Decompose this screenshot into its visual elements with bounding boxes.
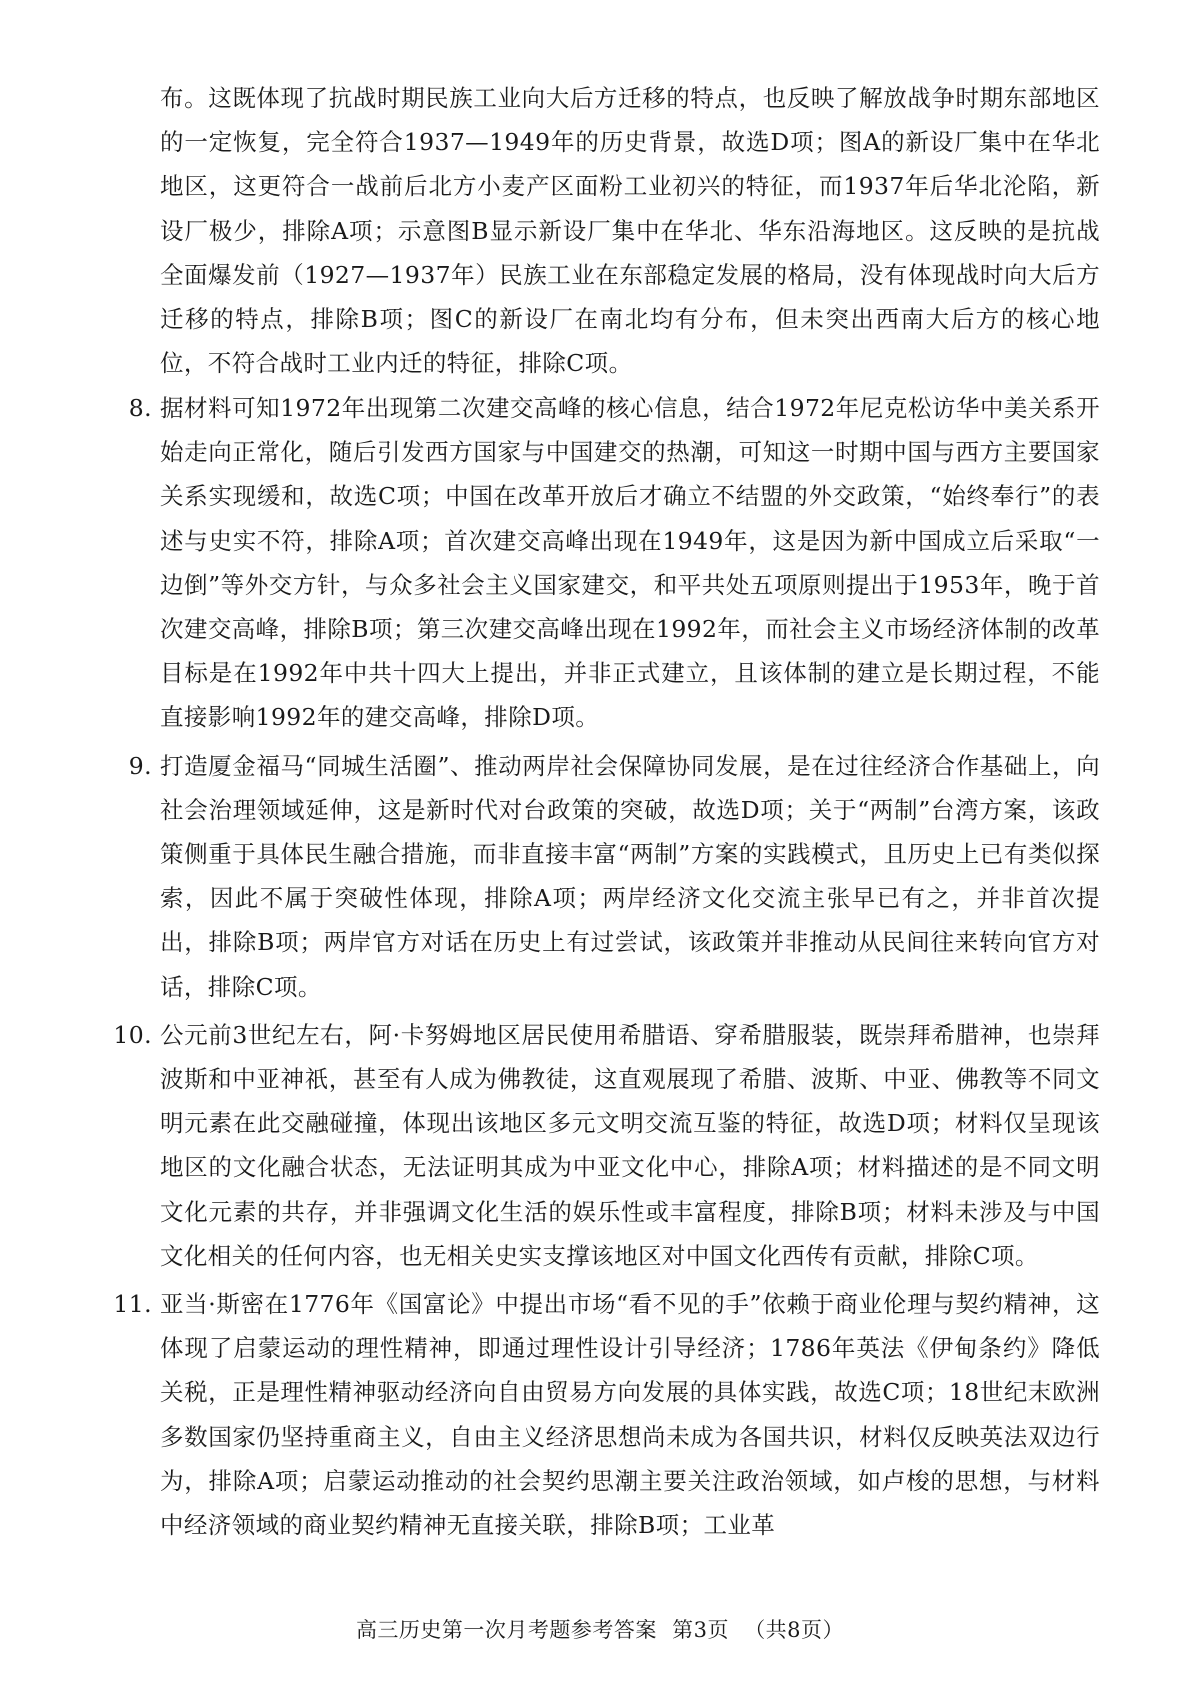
answer-text: 打造厦金福马“同城生活圈”、推动两岸社会保障协同发展，是在过往经济合作基础上，向社会治理领域延伸，这是新时代对台政策的突破，故选D项；关于“两制”台湾方案，该政策侧重于具体民生融合措施，而非直接丰富“两制”方案的实践模式，且历史上已有类似探索，因此不属于突破性体现，排除A项；两岸经济文化交流主张早已有之，并非首次提出，排除B项；两岸官方对话在历史上有过尝试，该政策并非推动从民间往来转向官方对话，排除C项。	[160, 751, 1100, 1001]
footer-title: 高三历史第一次月考题参考答案	[355, 1618, 657, 1642]
answer-number: 11.	[113, 1290, 152, 1319]
continuation-paragraph: 布。这既体现了抗战时期民族工业向大后方迁移的特点，也反映了解放战争时期东部地区的一定恢复，完全符合1937—1949年的历史背景，故选D项；图A的新设厂集中在华北地区，这更符合一战前后北方小麦产区面粉工业初兴的特征，而1937年后华北沦陷，新设厂极少，排除A项；示意图B显示新设厂集中在华北、华东沿海地区。这反映的是抗战全面爆发前（1927—1937年）民族工业在东部稳定发展的格局，没有体现战时向大后方迁移的特点，排除B项；图C的新设厂在南北均有分布，但未突出西南大后方的核心地位，不符合战时工业内迁的特征，排除C项。	[160, 84, 1100, 378]
answer-number: 10.	[113, 1020, 152, 1049]
answer-item-9	[128, 744, 1100, 1009]
answer-text: 亚当·斯密在1776年《国富论》中提出市场“看不见的手”依赖于商业伦理与契约精神，这体现了启蒙运动的理性精神，即通过理性设计引导经济；1786年英法《伊甸条约》降低关税，正是理性精神驱动经济向自由贸易方向发展的具体实践，故选C项；18世纪末欧洲多数国家仍坚持重商主义，自由主义经济思想尚未成为各国共识，材料仅反映英法双边行为，排除A项；启蒙运动推动的社会契约思潮主要关注政治领域，如卢梭的思想，与材料中经济领域的商业契约精神无直接关联，排除B项；工业革	[160, 1290, 1100, 1540]
answer-item-8	[128, 386, 1100, 740]
answer-text: 据材料可知1972年出现第二次建交高峰的核心信息，结合1972年尼克松访华中美关系开始走向正常化，随后引发西方国家与中国建交的热潮，可知这一时期中国与西方主要国家关系实现缓和，故选C项；中国在改革开放后才确立不结盟的外交政策，“始终奉行”的表述与史实不符，排除A项；首次建交高峰出现在1949年，这是因为新中国成立后采取“一边倒”等外交方针，与众多社会主义国家建交，和平共处五项原则提出于1953年，晚于首次建交高峰，排除B项；第三次建交高峰出现在1992年，而社会主义市场经济体制的改革目标是在1992年中共十四大上提出，并非正式建立，且该体制的建立是长期过程，不能直接影响1992年的建交高峰，排除D项。	[160, 394, 1100, 732]
answer-number: 8.	[128, 394, 152, 422]
footer-page-total: （共8页）	[744, 1618, 845, 1642]
answer-text: 公元前3世纪左右，阿·卡努姆地区居民使用希腊语、穿希腊服装，既崇拜希腊神，也崇拜波斯和中亚神祇，甚至有人成为佛教徒，这直观展现了希腊、波斯、中亚、佛教等不同文明元素在此交融碰撞，体现出该地区多元文明交流互鉴的特征，故选D项；材料仅呈现该地区的文化融合状态，无法证明其成为中亚文化中心，排除A项；材料描述的是不同文明文化元素的共存，并非强调文化生活的娱乐性或丰富程度，排除B项；材料未涉及与中国文化相关的任何内容，也无相关史实支撑该地区对中国文化西传有贡献，排除C项。	[160, 1020, 1100, 1270]
answer-item-11	[113, 1282, 1100, 1547]
answer-item-10	[113, 1013, 1100, 1278]
answer-number: 9.	[128, 751, 152, 780]
page-footer	[0, 1614, 1200, 1644]
footer-page-number: 第3页	[672, 1618, 729, 1642]
answer-list	[113, 386, 1100, 1551]
